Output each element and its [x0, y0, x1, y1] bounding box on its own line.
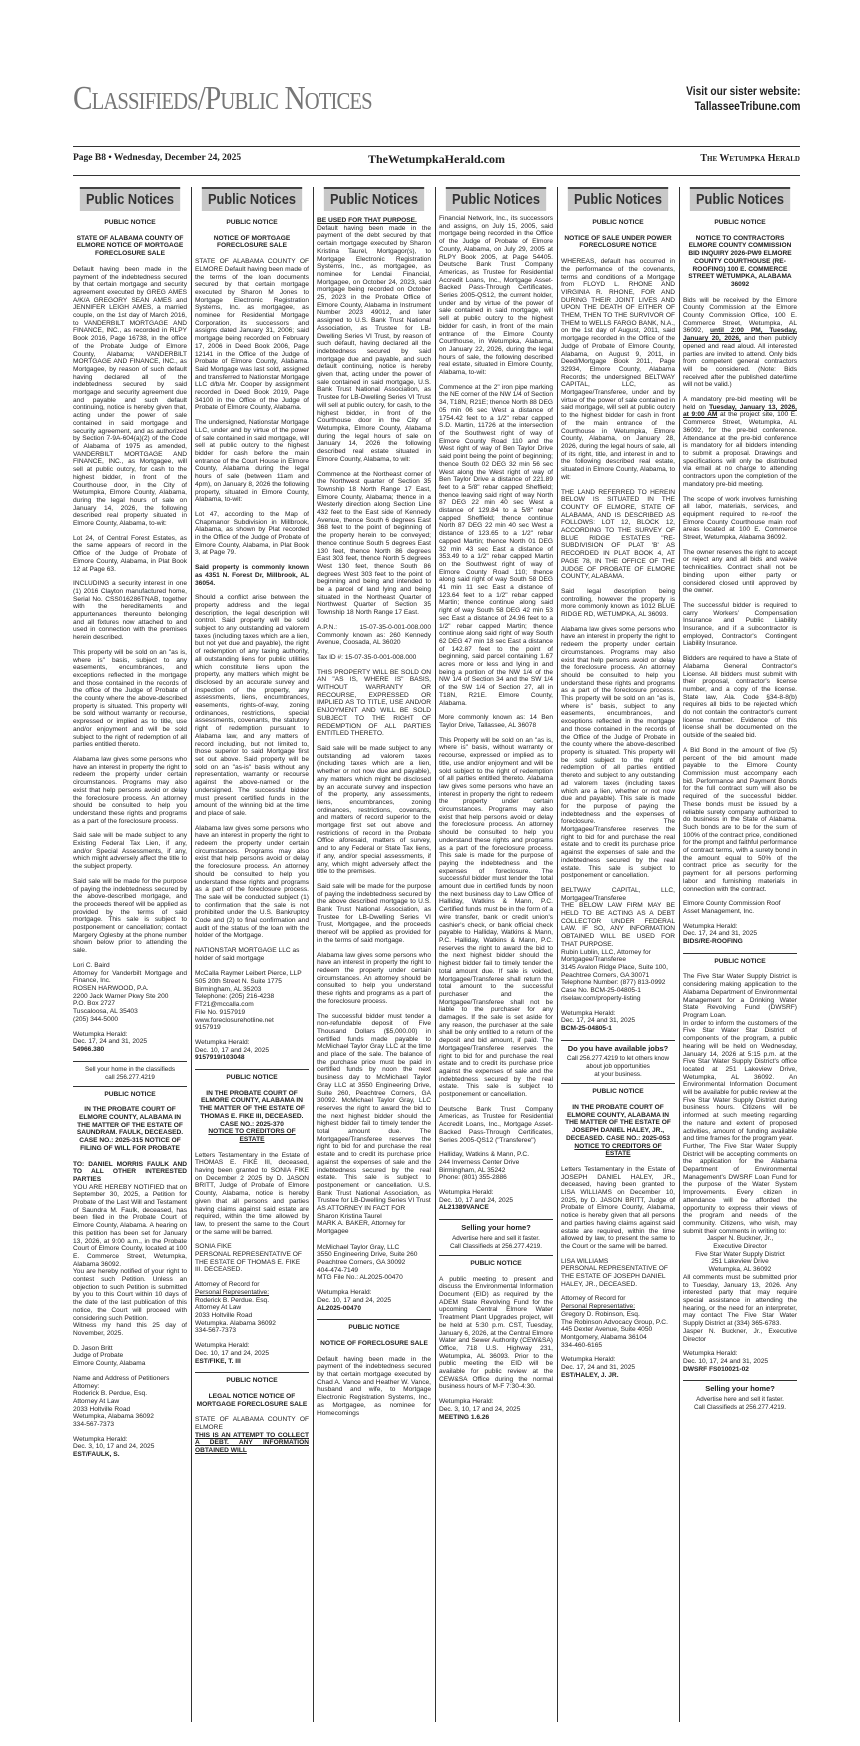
notice-code: DWSRF FS010021-02 [683, 1365, 749, 1373]
sig-line: Elmore County, Alabama [73, 1360, 146, 1368]
sig-line: MARK A. BAKER, Attorney for Mortgagee [317, 1220, 406, 1236]
column-1 [73, 187, 187, 1722]
notice-subtitle: NOTICE TO CREDITORS OF ESTATE [208, 1128, 296, 1143]
notice-body: A.P.N.: 15-07-35-0-001-008.000 Commonly known as: 260 Kennedy Avenue, Coosada, AL 36020 [317, 623, 431, 647]
sig-line: Peachtree Corners, GA 30092 [317, 1259, 406, 1266]
sig-line: Attorney of Record for [561, 1295, 626, 1303]
notice-code: EST/FIKE, T. III [195, 1357, 241, 1365]
column-divider [557, 187, 558, 1722]
notice-code: AL2025-00470 [317, 1304, 361, 1312]
notice-body: WHEREAS, default has occurred in the performance of the covenants, terms and conditions of a Mortgage from FLOYD L. RHONE AND VIRGINIA R. RHONE, FOR AND DURING THEIR JOINT LIVES AND UPON THE DEATH OF EITHER OF THEM, THEN TO THE SURVIVOR OF THEM to WELLS FARGO BANK, N.A., on the 1st day of August, 2011, said mortgage recorded in the Office of the Judge of Probate of Elmore County, Alabama, on August 9, 2011, in Deed/Mortgage Book 2011, Page 32934, Elmore County, Alabama Records; the undersigned BELTWAY CAPITAL, LLC, as Mortgagee/Transferee, under and by virtue of the power of sale contained in said mortgage, will sell at public outcry to the highest bidder for cash in front of the main entrance of the Courthouse in Wetumpka, Elmore County, Alabama, on January 28, 2026, during the legal hours of sale, all of its right, title, and interest in and to the following described real estate, situated in Elmore County, Alabama, to wit: [561, 258, 675, 481]
column-header: Public Notices [446, 187, 546, 211]
publication-info [73, 1436, 187, 1459]
notice-body: Default having been made in the payment of the debt secured by that certain mortgage executed by Sharon Kristina Taurel, Mortgagor(s), to Mortgage Electronic Registration Systems, Inc., as mortgagee, as nominee for Lendai Financial, Mortgagee, on October 24, 2023, said mortgage being recorded on October 25, 2023 in the Probate Office of Elmore County, Alabama in Instrument Number 2023 49012, and later assigned to U.S. Bank Trust National Association, as Trustee for LB-Dwelling Series VI Trust, by reason of such default, having declared all the indebtedness secured by said mortgage due and payable, and such default continuing, notice is hereby given that, acting under the power of sale contained in said mortgage, U.S. Bank Trust National Association, as Trustee for LB-Dwelling Series VI Trust will sell at public outcry, for cash, to the highest bidder, in front of the Courthouse door in the City of Wetumpka, Elmore County, Alabama during the legal hours of sale on January 14, 2026 the following described real estate situated in Elmore County, Alabama, to wit: [317, 224, 431, 463]
pub-name: Wetumpka Herald: [317, 1289, 372, 1297]
sig-line: Tuscaloosa, AL 35403 [73, 1008, 138, 1016]
notice-body: This property will be sold on an "as is, where is" basis, subject to any easements, encumbrances, and exceptions reflected in the mortgage and those contained in the records of the office of the Judge of Probate of the county where the above-described property is situated. This property will be sold without warranty or recourse, expressed or implied as to title, use and/or enjoyment and will be sold subject to the right of redemption of all parties entitled thereto. [73, 648, 187, 749]
column-header: Public Notices [202, 187, 302, 211]
publication-info [317, 1289, 431, 1312]
text: and then publicly opened and read aloud. All interested parties are invited to attend. Only bids from competent general contractors will be considered. (Note: Bids received after the published date/time will not be valid.) [683, 335, 797, 389]
sig-line: AS ATTORNEY IN FACT FOR [317, 1205, 406, 1213]
notice-body: The undersigned, Nationstar Mortgage LLC, under and by virtue of the power of sale contained in said mortgage, will sell at public outcry to the highest bidder for cash before the main entrance of the Court House in Elmore County, Alabama during the legal hours of sale (between 11am and 4pm), on January 8, 2026 the following property, situated in Elmore County, Alabama, to-wit: [195, 419, 309, 504]
notice-body: Commence at the Northeast corner of the Northwest quarter of Section 35 Township 18 North Range 17 East, Elmore County, Alabama; thence in a Westerly direction along Section Line 432 feet to the East side of Kennedy Avenue, thence South 6 degrees East 368 feet to the point of beginning of the property herein to be conveyed; thence continue South 5 degrees East 130 feet, thence North 86 degrees East 303 feet, thence North 5 degrees West 130 feet, thence South 86 degrees West 303 feet to the point of beginning and being and intended to be a parcel of land lying and being situated in the Northeast Quarter of Northwest Quarter of Section 35 Township 18 North Range 17 East. [317, 470, 431, 617]
attorney-block [73, 1375, 187, 1429]
judge-block [73, 1345, 187, 1368]
pub-dates: Dec. 17, 24 and 31, 2025 [73, 1038, 148, 1046]
sig-line: Personal Representative: [195, 1288, 270, 1296]
column-header: Public Notices [568, 187, 668, 211]
notice-body: Bidders are required to have a State of Alabama General Contractor's License. All bidders must submit with their proposal, contractor's license number, and a copy of the license. State law, Ala. Code §34-8-8(b) requires all bids to be rejected which do not contain the contractor's current license number. Evidence of this license shall be documented on the outside of the sealed bid. [683, 655, 797, 740]
column-header: Public Notices [80, 187, 180, 211]
notice-body: A public meeting to present and discuss the Environmental Information Document (EID) as required by the ADEM State Revolving Fund for the upcoming Central Elmore Water Treatment Plant Upgrades project, will be held at 5:30 p.m. CST, Tuesday, January 6, 2026, at the Central Elmore Water and Sewer Authority (CEW&SA) Office, 718 U.S. Highway 231, Wetumpka, AL 36093. Prior to the public meeting the EID will be available for public review at the CEW&SA Office during the normal business hours of M-F 7:30-4:30. [439, 1275, 553, 1391]
notice-title: IN THE PROBATE COURT OF ELMORE COUNTY, ALABAMA IN THE MATTER OF THE ESTATE OF THOMAS E. FIKE III, DECEASED. [199, 1089, 305, 1120]
sig-line: www.foreclosurehotline.net [195, 1016, 274, 1024]
notice-body: Default having been made in the payment of the indebtedness secured by that certain mortgage and security agreement executed by GREG AMES A/K/A GREGORY SEAN AMES and JENNIFER LEIGH AMES, a married couple, on the 1st day of March 2016, to VANDERBILT MORTGAGE AND FINANCE, INC., as recorded in RLPY Book 2016, Page 16738, in the office of the Probate Judge of Elmore County, Alabama; VANDERBILT MORTGAGE AND FINANCE, INC., as Mortgagee, by reason of such default having declared all of the indebtedness secured by said mortgage and security agreement due and payable and such default continuing, notice is hereby given that, acting under the power of sale contained in said mortgage and security agreement, and as authorized by Section 7-9A-604(a)(2) of the Code of Alabama of 1975 as amended, VANDERBILT MORTGAGE AND FINANCE, INC., as Mortgagee, will sell at public outcry, for cash to the highest bidder, in front of the Courthouse door, in the City of Wetumpka, Elmore County, Alabama, during the legal hours of sale on January 14, 2026, the following described real property situated in Elmore County, Alabama, to-wit: [73, 265, 187, 528]
divider [439, 1219, 553, 1220]
sig-line: Sharon Kristina Taurel [317, 1212, 382, 1220]
pub-dates: Dec. 10, 17 and 24, 2025 [195, 1046, 270, 1054]
notice-label: PUBLIC NOTICE [714, 219, 766, 226]
pub-name: Wetumpka Herald: [439, 1398, 494, 1406]
notice-body: You are hereby notified of your right to contest such Petition. Unless an objection to such Petition is submitted by you to this Court within 10 days of the date of the last publication of this notice, the Court will proceed with considering such Petition. [73, 1268, 187, 1322]
sig-line: Name and Address of Petitioners Attorney: [73, 1374, 170, 1390]
column-header: Public Notices [324, 187, 424, 211]
notice-addressee: TO: DANIEL MORRIS FAULK AND TO ALL OTHER INTERESTED PARTIES [73, 1160, 187, 1183]
pub-name: Wetumpka Herald: [73, 1435, 128, 1443]
pub-dates: Dec. 17, 24 and 31, 2025 [561, 1017, 636, 1025]
notice-body: THIS PROPERTY WILL BE SOLD ON AN "AS IS, WHERE IS" BASIS, WITHOUT WARRANTY OR RECOURSE, EXPRESSED OR IMPLIED AS TO TITLE, USE AND/OR ENJOYMENT AND WILL BE SOLD SUBJECT TO THE RIGHT OF REDEMPTION OF ALL PARTIES ENTITLED THERETO. [317, 668, 431, 738]
notice-body: STATE OF ALABAMA COUNTY OF ELMORE [195, 1416, 309, 1432]
sig-line: (205) 344-5000 [73, 1015, 119, 1023]
notice-title: STATE OF ALABAMA COUNTY OF ELMORE NOTICE OF MORTGAGE FORECLOSURE SALE [76, 234, 184, 258]
publication-info [73, 1031, 187, 1054]
signature-block [317, 1205, 431, 1282]
publication-info [683, 1350, 797, 1373]
sister-label: Visit our sister website: [685, 84, 800, 98]
notice-body: Should a conflict arise between the property address and the legal description, the legal description will control. Said property will be sold subject to any outstanding ad valorem taxes (including taxes which are a lien, but not yet due and payable), the right of redemption of any taxing authority, all outstanding liens for public utilities which constitute liens upon the property, any matters which might be disclosed by an accurate survey and inspection of the property, any assessments, liens, encumbrances, easements, rights-of-way, zoning ordinances, restrictions, special assessments, covenants, the statutory right of redemption pursuant to Alabama law, and any matters of record including, but not limited to, those superior to said Mortgage first set out above. Said property will be sold on an "as-is" basis without any representation, warranty or recourse against the above-named or the undersigned. The successful bidder must present certified funds in the amount of the winning bid at the time and place of sale. [195, 594, 309, 817]
notice-body: Said sale will be made for the purpose of paying the indebtedness secured by the above described mortgage to U.S. Bank Trust National Association, as Trustee for LB-Dwelling Series VI Trust, Mortgagee, and the proceeds thereof will be applied as provided for in the terms of said mortgage. [317, 882, 431, 944]
sig-line: 404-474-7149 [317, 1266, 359, 1274]
notice-body: More commonly known as: 14 Ben Taylor Drive, Tallassee, AL 36078 [439, 714, 553, 729]
divider [683, 953, 797, 954]
divider [195, 1069, 309, 1070]
section-title: Classifieds/Public Notices [73, 80, 372, 117]
classified-ad [561, 1055, 675, 1079]
notice-body: The Five Star Water Supply District is considering making application to the Alabama Department of Environmental Management for a Drinking Water State Revolving Fund (DWSRF) Program Loan. [683, 973, 797, 1019]
sig-line: D. Jason Britt [73, 1344, 113, 1352]
sig-line: 334-460-6165 [561, 1341, 603, 1349]
notice-code: EST/HALEY, J. JR. [561, 1371, 619, 1379]
pub-name: Wetumpka Herald: [561, 1356, 616, 1364]
sig-line: PERSONAL REPRESENTATIVE OF THE ESTATE OF JOSEPH DANIEL HALEY, JR., DECEASED. [561, 1265, 668, 1288]
sig-line: Jasper N. Buckner, Jr., [706, 1235, 774, 1243]
notice-body: Alabama law gives some persons who have an interest in property the right to redeem the property under certain circumstances. Programs may also exist that help persons avoid or delay the foreclosure process. An attorney should be consulted to help you understand these rights and programs as a part of the foreclosure process. The sale will be conducted subject (1) to confirmation that the sale is not prohibited under the U.S. Bankruptcy Code and (2) to final confirmation and audit of the status of the loan with the holder of the Mortgage. [195, 824, 309, 940]
notice-code: 9157919/103048 [195, 1054, 245, 1062]
sig-line: File No. 9157919 [195, 1008, 246, 1016]
pub-dates: Dec. 17, 24 and 31, 2025 [561, 1364, 636, 1372]
notice-body: Financial Network, Inc., its successors and assigns, on July 15, 2005, said mortgage being recorded in the Office of the Judge of Probate of Elmore County, Alabama, on July 29, 2005 at RLPY Book 2005, at Page 54405. Deutsche Bank Trust Company Americas, as Trustee for Residential Accredit Loans, Inc., Mortgage Asset-Backed Pass-Through Certificates, Series 2005-QS12, the current holder, under and by virtue of the power of sale contained in said mortgage, will sell at public outcry to the highest bidder for cash, in front of the main entrance of the Elmore County Courthouse, in Wetumpka, Alabama, on January 22, 2026, during the legal hours of sale, the following described real estate, situated in Elmore County, Alabama, to-wit: [439, 215, 553, 377]
representative-block [561, 1258, 675, 1289]
sig-line: 9157919 [195, 1024, 221, 1032]
notice-title: NOTICE OF SALE UNDER POWER FORECLOSURE NOTICE [564, 234, 672, 250]
notice-label: PUBLIC NOTICE [226, 219, 278, 226]
attorney-block [561, 1295, 675, 1349]
notice-body: Jasper N. Buckner, Jr., Executive Director [683, 1327, 797, 1343]
notice-body: Alabama law gives some persons who have an interest in property the right to redeem the property under certain circumstances. Programs may also exist that help persons avoid or delay the foreclosure process. An attorney should be consulted to help you understand these rights and programs as a part of the foreclosure process. This property will be sold on an "as is, where is" basis, subject to any easements, encumbrances, and exceptions reflected in the mortgage and those contained in the records of the Office of the Judge of Probate in the county where the above-described property is situated. This property will be sold subject to the right of redemption of all parties entitled thereto and subject to any outstanding ad valorem taxes (including taxes which are a lien, whether or not now due and payable). This sale is made for the purpose of paying the indebtedness and the expenses of foreclosure. The Mortgagee/Transferee reserves the right to bid for and purchase the real estate and to credit its purchase price against the expenses of sale and the indebtedness secured by the real estate. This sale is subject to postponement or cancellation. [561, 625, 675, 880]
sig-line: 334-567-7373 [195, 1327, 237, 1335]
column-divider [679, 187, 680, 1722]
sig-line: Montgomery, Alabama 36104 [561, 1334, 647, 1341]
publication-info [195, 1039, 309, 1062]
sig-line: Wetumpka, AL 36092 [708, 1266, 772, 1274]
sig-line: Attorney for Vanderbilt Mortgage and Finance, Inc. [73, 969, 187, 985]
sister-website [686, 84, 800, 114]
notice-code: BIDS/RE-ROOFING [683, 938, 743, 946]
notice-body: INCLUDING a security interest in one (1) 2016 Clayton manufactured home, Serial No. CSS016286TNAB, together with the hereditaments and appurtenances thereunto belonging and all fixtures now attached to and used in connection with the premises herein described. [73, 580, 187, 642]
notice-body [683, 297, 797, 389]
debt-collector-warning: BE USED FOR THAT PURPOSE. [317, 217, 417, 224]
sig-line: 3550 Engineering Drive, Suite 260 [317, 1251, 418, 1259]
notice-title: IN THE PROBATE COURT OF ELMORE COUNTY, ALABAMA IN THE MATTER OF THE ESTATE OF SAUNDRAM. FAULK, DECEASED. CASE NO.: 2025-315 NOTICE OF FILING OF WILL FOR PROBATE [76, 1106, 184, 1152]
notice-title: LEGAL NOTICE NOTICE OF MORTGAGE FORECLOSURE SALE [196, 1392, 308, 1408]
pub-name: Wetumpka Herald: [195, 1342, 250, 1350]
notice-body: Tax ID #: 15-07-35-0-001-008.000 [317, 653, 417, 661]
notice-body: Lot 24, of Central Forest Estates, as the same appears of record in the Office of the Judge of Probate of Elmore County, Alabama, in Plat Book 12 at Page 63. [73, 534, 187, 573]
notice-body: The successful bidder must tender a non-refundable deposit of Five Thousand Dollars ($5,000.00) in certified funds made payable to McMichael Taylor Gray LLC at the time and place of the sale. The balance of the purchase price must be paid in certified funds by noon the next business day to McMichael Taylor Gray LLC at 3550 Engineering Drive, Suite 260, Peachtree Corners, GA 30092. McMichael Taylor Gray, LLC reserves the right to award the bid to the next highest bidder should the highest bidder fail to timely tender the total amount due. The Mortgagee/Transferee reserves the right to bid for and purchase the real estate and to credit its purchase price against the expenses of sale and the indebtedness secured by the real estate. This sale is subject to postponement or cancellation. U.S. Bank Trust National Association, as Trustee for LB-Dwelling Series VI Trust [317, 1012, 431, 1205]
notice-body: Witness my hand this 25 day of November, 2025. [73, 1322, 187, 1337]
notice-body: Said sale will be made for the purpose of paying the indebtedness secured by the above-described mortgage, and the proceeds thereof will be applied as provided by the terms of said mortgage. This sale is subject to postponement or cancellation; contact Margery Oglesby at the phone number shown below prior to attending the sale. [73, 877, 187, 955]
text: A mandatory pre-bid meeting will be held on [683, 396, 797, 411]
notice-label: PUBLIC NOTICE [592, 1088, 644, 1096]
column-5 [561, 187, 675, 1722]
divider [561, 1040, 675, 1041]
column-divider [435, 187, 436, 1722]
publication-info [561, 1356, 675, 1379]
notice-code: AL21389VANCE [439, 1204, 489, 1212]
sig-line: Roderick B. Perdue, Esq. [73, 1390, 148, 1398]
sig-line: rlselaw.com/property-listing [561, 994, 641, 1002]
signature-block [439, 1151, 553, 1182]
sig-line: 445 Dexter Avenue, Suite 4050 [561, 1326, 653, 1334]
ad-phone: Call Classifieds at 256.277.4219. [449, 1242, 543, 1250]
pub-dates: Dec. 10, 17 and 24, 2025 [317, 1296, 392, 1304]
notice-body: Deutsche Bank Trust Company Americas, as Trustee for Residential Accredit Loans, Inc., Mortgage Asset-Backed Pass-Through Certificates, Series 2005-QS12 ("Transferee") [439, 1105, 553, 1144]
pub-dates: Dec. 10, 17 and 24, 2025 [195, 1349, 270, 1357]
sig-line: Wetumpka. Alabama 36092 [195, 1319, 276, 1327]
notice-label: PUBLIC NOTICE [592, 219, 644, 226]
sig-line: 2033 Holtville Road [73, 1405, 131, 1413]
sig-line: MTG File No.: AL2025-00470 [317, 1274, 403, 1282]
sig-line: Executive Director [713, 1243, 767, 1251]
sig-line: PERSONAL REPRESENTATIVE OF THE ESTATE OF THOMAS E. FIKE III. DECEASED. [195, 1251, 302, 1274]
notice-body: Letters Testamentary in the Estate of THOMAS E. FIKE III, deceased, having been granted to SONIA FIKE on December 2 2025 by D. JASON BRITT, Judge of Probate of Elmore County, Alabama, notice is hereby given that all persons and parties having claims against said estate are required, within the time allowed by law, to present the same to the Court or the same will be barred. [195, 1151, 309, 1236]
notice-body: Commence at the 2" iron pipe marking the NE corner of the NW 1/4 of Section 34, T18N, R21E; thence North 88 DEG 05 min 06 sec West a distance of 1754.42 feet to a 1/2" rebar capped S.D. Martin, 11726 at the intersection of the Southwest right of way of Elmore County Road 110 and the West right of way of Ben Taylor Drive said point being the point of beginning; thence South 02 DEG 32 min 56 sec West along the West right of way of Ben Taylor Drive a distance of 221.89 feet to a 5/8" rebar capped Sheffield; thence leaving said right of way North 87 DEG 22 min 40 sec West a distance of 129.84 to a 5/8" rebar capped Sheffield; thence continue North 87 DEG 22 min 40 sec West a distance of 123.65 to a 1/2" rebar capped Martin; thence North 01 DEG 32 min 43 sec East a distance of 353.49 to a 1/2" rebar capped Martin on the Southwest right of way of Elmore County Road 110; thence along said right of way South 58 DEG 41 min 11 sec East a distance of 123.64 feet to a 1/2" rebar capped Martin; thence continue along said right of way South 58 DEG 42 min 53 sec East a distance of 24.96 feet to a 1/2" rebar capped Martin; thence continue along said right of way South 62 DEG 47 min 18 sec East a distance of 142.87 feet to the point of beginning, said parcel containing 1.67 acres more or less and lying in and being a portion of the NW 1/4 of the NW 1/4 of Section 34 and the SW 1/4 of the SW 1/4 of Section 27, all in T18N, R21E. Elmore County, Alabama. [439, 383, 553, 707]
pub-name: Wetumpka Herald: [73, 1030, 128, 1038]
sig-line: Roderick B. Perdue. Esq. [195, 1296, 270, 1304]
notice-label: PUBLIC NOTICE [226, 1074, 278, 1082]
sig-line: 505 20th Street N. Suite 1775 [195, 977, 282, 985]
rule [73, 175, 800, 176]
divider [73, 1061, 187, 1062]
paper-name: The Wetumpka Herald [700, 153, 800, 164]
classified-ad [73, 1066, 187, 1082]
sig-line: NATIONSTAR MORTGAGE LLC as holder of said mortgage [195, 947, 300, 962]
ad-text: Call 256.277.4219 to let others know [566, 1055, 670, 1063]
case-number: CASE NO.: 2025-370 [220, 1120, 284, 1128]
column-2 [195, 187, 309, 1722]
publication-info [195, 1342, 309, 1365]
notice-body: Letters Testamentary in the Estate of JOSEPH DANIEL HALEY, JR., deceased, having been granted to LISA WILLIAMS on December 10, 2025, by D. JASON BRITT, Judge of Probate of Elmore County, Alabama, notice is hereby given that all persons and parties having claims against said estate are required, within the time allowed by law, to present the same to the Court or the same will be barred. [561, 1165, 675, 1250]
prebid-date: Tuesday, January 13, 2026, at 9:00 AM [683, 403, 797, 419]
notice-body: THE LAND REFERRED TO HEREIN BELOW IS SITUATED IN THE COUNTY OF ELMORE, STATE OF ALABAMA, AND IS DESCRIBED AS FOLLOWS: LOT 12, BLOCK 12, ACCORDING TO THE SURVEY OF BLUE RIDGE ESTATES "RE-SUBDIVISION OF PLAT 'B' AS RECORDED IN PLAT BOOK 4, AT PAGE 78, IN THE OFFICE OF THE JUDGE OF PROBATE OF ELMORE COUNTY, ALABAMA. [561, 488, 675, 581]
notice-label: PUBLIC NOTICE [714, 957, 766, 965]
ad-phone: call 256.277.4219 [105, 1073, 155, 1081]
sig-line: 334-567-7373 [73, 1421, 115, 1429]
pub-dates: Dec. 3, 10, 17 and 24, 2025 [73, 1443, 155, 1451]
sig-line: 251 Lakeview Drive [711, 1258, 769, 1266]
notice-body [683, 396, 797, 488]
notice-body: Alabama law gives some persons who have an interest in property the right to redeem the property under certain circumstances. An attorney should be consulted to help you understand these rights and programs as a part of the foreclosure process. [317, 951, 431, 1005]
pub-name: Wetumpka Herald: [439, 1189, 494, 1197]
sig-line: Birmingham, AL 35242 [439, 1166, 506, 1174]
classified-ad [439, 1235, 553, 1251]
notice-code: MEETING 1.6.26 [439, 1413, 490, 1421]
notice-label: PUBLIC NOTICE [104, 219, 156, 226]
sig-line: Personal Representative: [561, 1303, 636, 1311]
column-4 [439, 187, 553, 1722]
ad-text: about job opportunities [586, 1063, 650, 1071]
ad-text: Sell your home in the classifieds [85, 1065, 175, 1073]
sig-line: FT21@mccalla.com [195, 1001, 254, 1009]
sig-line: Judge of Probate [73, 1352, 124, 1360]
notice-body: Lot 47, according to the Map of Chapmanor Subdivision in Millbrook, Alabama, as shown by Plat recorded in the Office of the Judge of Probate of Elmore County, Alabama, in Plat Book 3, at Page 79. [195, 510, 309, 557]
publication-info [683, 923, 797, 946]
sig-line: Phone: (801) 355-2886 [439, 1174, 507, 1182]
sig-line: Rubin Lublin, LLC, Attorney for Mortgagee/Transferee [561, 948, 651, 964]
sig-line: McCalla Raymer Leibert Pierce, LLP [195, 970, 302, 978]
signature-block [561, 949, 675, 1003]
notice-body: Elmore County Commission Roof Asset Management, Inc. [683, 900, 781, 915]
pub-name: Wetumpka Herald: [683, 1350, 738, 1358]
column-3 [317, 187, 431, 1722]
pub-name: Wetumpka Herald: [195, 1038, 250, 1046]
address-block [683, 1235, 797, 1274]
sig-line: Lori C. Baird [73, 961, 110, 969]
property-address: Said property is commonly known as 4351 N. Forest Dr, Millbrook, AL 36054. [195, 564, 309, 587]
site-url[interactable]: TheWetumpkaHerald.com [368, 152, 505, 166]
ad-text: Advertise here and sell it faster. [696, 1396, 784, 1404]
pub-name: Wetumpka Herald: [683, 922, 738, 930]
sig-line: Telephone Number: (877) 813-0992 Case No. BCM-25-04805-1 [561, 979, 666, 995]
pub-name: Wetumpka Herald: [561, 1009, 616, 1017]
sig-line: Telephone: (205) 216-4238 [195, 993, 275, 1001]
notice-title: NOTICE TO CONTRACTORS ELMORE COUNTY COMMISSION BID INQUIRY 2026-PW9 ELMORE COUNTY COURTHOUSE (RE-ROOFING) 100 E. COMMERCE STREET WETUMPKA, ALABAMA 36092 [688, 234, 792, 288]
sig-line: LISA WILLIAMS [561, 1257, 609, 1265]
notice-body: Default having been made in the payment of the indebtedness secured by that certain mortgage executed by Chad A. Vance and Heather W. Vance, husband and wife, to Mortgage Electronic Registration Systems, Inc., as Mortgagee, as nominee for Homecomings [317, 1355, 431, 1417]
notice-body: All comments must be submitted prior to Tuesday, January 13, 2026. Any interested party that may require special assistance in attending the hearing, or the need for an interpreter, may contact The Five Star Water Supply District at (334) 365-6783. [683, 1273, 797, 1328]
notice-title: NOTICE OF FORECLOSURE SALE [320, 1339, 428, 1347]
column-divider [313, 187, 314, 1722]
notice-label: PUBLIC NOTICE [226, 1377, 278, 1385]
notice-body: BELTWAY CAPITAL, LLC, Mortgagee/Transferee [561, 886, 675, 902]
sig-line: McMichael Taylor Gray, LLC [317, 1243, 400, 1251]
sig-line: 2200 Jack Warner Pkwy Ste 200 [73, 992, 169, 1000]
debt-collector-warning: THIS IS AN ATTEMPT TO COLLECT A DEBT. ANY INFORMATION OBTAINED WILL [195, 1431, 309, 1455]
notice-body: The owner reserves the right to accept or reject any and all bids and waive technicalities. Contract shall not be binding upon either party or considered closed until approved by the owner. [683, 548, 797, 595]
divider [317, 1319, 431, 1320]
notice-body: YOU ARE HEREBY NOTIFIED that on September 30, 2025, a Petition for Probate of the Last Will and Testament of Saundra M. Faulk, deceased, has been filed in the Probate Court of Elmore County, Alabama. A hearing on this petition has been set for January 13, 2026, at 9:00 a.m., in the Probate Court of Elmore County, located at 100 E. Commerce Street, Wetumpka, Alabama 36092. [73, 1183, 187, 1268]
sig-line: Wetumpka, Alabama 36092 [73, 1413, 154, 1421]
notice-label: PUBLIC NOTICE [104, 1090, 156, 1098]
notice-subtitle: NOTICE TO CREDITORS OF ESTATE [574, 1142, 662, 1158]
pub-dates: Dec. 3, 10, 17 and 24, 2025 [439, 1405, 521, 1413]
classified-ad [683, 1396, 797, 1412]
notice-body: Said legal description being controlling, however the property is more commonly known as 1012 BLUE RIDGE RD, WETUMPKA, AL 36093. [561, 587, 675, 619]
ad-headline: Do you have available jobs? [567, 1043, 669, 1053]
rule [73, 146, 800, 147]
pub-dates: Dec. 10, 17, 24 and 31, 2025 [683, 1357, 769, 1365]
text: Bids will be received by the Elmore County Commission at the Elmore County Commission Office, 100 E. Commerce Street, Wetumpka, AL 36092, [683, 296, 797, 335]
sig-line: 2033 Holtville Road [195, 1312, 253, 1319]
signature-block [195, 947, 309, 1032]
ad-phone: Call Classifieds at 256.277.4219. [693, 1404, 787, 1412]
divider [561, 1083, 675, 1084]
sig-line: 244 Inverness Center Drive [439, 1158, 520, 1166]
publication-info [439, 1189, 553, 1212]
sig-line: Attorney At Law [195, 1304, 242, 1312]
sig-line: Attorney At Law [73, 1397, 120, 1405]
bid-deadline: until 2:00 PM, Tuesday, January 20, 2026, [683, 327, 797, 343]
publication-info [561, 1010, 675, 1033]
notice-body: A Bid Bond in the amount of five (5) percent of the bid amount made payable to the Elmore County Commission must accompany each bid. Performance and Payment Bonds for the full contract sum will also be required of the successful bidder. These bonds must be issued by a reliable surety company authorized to do business in the State of Alabama. Such bonds are to be for the sum of 100% of the contract price, conditioned for the prompt and faithful performance of contract terms, with a surety bond in the amount equal to 50% of the contract price as security for the payment for all persons performing labor and furnishing materials in connection with the contract. [683, 746, 797, 893]
notice-title: NOTICE OF MORTGAGE FORECLOSURE SALE [213, 234, 291, 250]
notice-body: Said sale will be made subject to any outstanding ad valorem taxes (including taxes which are a lien, whether or not now due and payable), any matters which might be disclosed by an accurate survey and inspection of the property, any assessments, liens, encumbrances, zoning ordinances, restrictions, covenants, and matters of record superior to the mortgage first set out above and restrictions of record in the Probate Office aforesaid, matters of survey, and to any Federal or State Tax liens, if any, and/or special assessments, if any, which might adversely affect the title to the premises. [317, 745, 431, 876]
notice-label: PUBLIC NOTICE [348, 1324, 400, 1332]
divider [73, 1086, 187, 1087]
notice-label: PUBLIC NOTICE [470, 1259, 522, 1267]
ad-headline: Selling your home? [705, 1384, 775, 1394]
sig-line: The Robinson Advocacy Group, P.C. [561, 1318, 668, 1326]
signature-block [73, 962, 187, 1024]
notice-code: EST/FAULK, S. [73, 1451, 120, 1459]
publication-info [439, 1398, 553, 1421]
divider [683, 1380, 797, 1381]
attorney-block [195, 1281, 309, 1335]
ad-headline: Selling your home? [461, 1223, 531, 1233]
sig-line: Gregory D. Robinson, Esq. [561, 1310, 640, 1318]
sig-line: SONIA FIKE [195, 1243, 232, 1251]
pub-dates: Dec. 10, 17 and 24, 2025 [439, 1196, 514, 1204]
column-divider [191, 187, 192, 1722]
notice-body: The scope of work involves furnishing all labor, materials, services, and equipment required to re-roof the Elmore County Courthouse main roof areas located at 100 E. Commerce Street, Wetumpka, Alabama 36092. [683, 495, 797, 542]
divider [439, 1255, 553, 1256]
sig-line: Attorney of Record for [195, 1281, 260, 1289]
sister-url[interactable]: TallasseeTribune.com [694, 99, 800, 113]
sig-line: 3145 Avalon Ridge Place, Suite 100, Peachtree Corners, GA 30071 [561, 963, 668, 979]
divider [195, 1372, 309, 1373]
notice-code: BCM-25-04805-1 [561, 1024, 612, 1032]
column-6 [683, 187, 797, 1722]
sig-line: P.O. Box 2727 [73, 1000, 116, 1008]
notice-body: Alabama law gives some persons who have an interest in property the right to redeem the property under certain circumstances. Programs may also exist that help persons avoid or delay the foreclosure process. An attorney should be consulted to help you understand these rights and programs as a part of the foreclosure process. [73, 756, 187, 825]
notice-code: 54966.380 [73, 1045, 105, 1053]
page-date: Page B8 • Wednesday, December 24, 2025 [73, 153, 242, 163]
ad-text: Advertise here and sell it faster. [452, 1234, 540, 1242]
pub-dates: Dec. 17, 24 and 31, 2025 [683, 930, 758, 938]
sig-line: Birmingham, AL 35203 [195, 985, 262, 993]
text: at the project site, 100 E. Commerce Street, Wetumpka, AL 36092, for the pre-bid conference. Attendance at the pre-bid conference is mandatory for all bidders intending to submit a proposal. Drawings and specifications will only be distributed via email at no charge to attending contractors upon the completion of the mandatory pre-bid meeting. [683, 411, 797, 488]
notice-body: This Property will be sold on an "as is, where is" basis, without warranty or recourse, expressed or implied as to title, use and/or enjoyment and will be sold subject to the right of redemption of all parties entitled thereto. Alabama law gives some persons who have an interest in property the right to redeem the property under certain circumstances. Programs may also exist that help persons avoid or delay the foreclosure process. An attorney should be consulted to help you understand these rights and programs as a part of the foreclosure process. This sale is made for the purpose of paying the indebtedness and the expenses of foreclosure. The successful bidder must tender the total amount due in certified funds by noon the next business day to Law Office of Halliday, Watkins & Mann, P.C. Certified funds must be in the form of a wire transfer, bank or credit union's cashier's check, or bank official check payable to Halliday, Watkins & Mann, P.C. Halliday, Watkins & Mann, P.C. reserves the right to award the bid to the next highest bidder should the highest bidder fail to timely tender the total amount due. If sale is voided, Mortgagee/Transferee shall return the total amount to the successful purchaser and the Mortgagee/Transferee shall not be liable to the purchaser for any damages. If the sale is set aside for any reason, the purchaser at the sale shall be only entitled to a return of the deposit and bid amount, if paid. The Mortgagee/Transferee reserves the right to bid for and purchase the real estate and to credit its purchase price against the expenses of sale and the indebtedness secured by the real estate. This sale is subject to postponement or cancellation. [439, 736, 553, 1099]
notice-body: In order to inform the customers of the Five Star Water Star District of components of the program, a public hearing will be held on Wednesday, January 14, 2026 at 5:15 p.m. at the Five Star Water Supply District's office located at 251 Lakeview Drive, Wetumpka, AL 36092. An Environmental Information Document will be available for public review at the Five Star Water Supply District during business hours. Citizens will be informed at such meeting regarding the nature and extent of proposed activities, amount of funding available and time frames for the program year. [683, 1019, 797, 1143]
notice-body: The successful bidder is required to carry Workers' Compensation Insurance and Public Liability Insurance, and if a subcontractor is employed, Contractor's Contingent Liability Insurance. [683, 601, 797, 648]
sig-line: Halliday, Watkins & Mann, P.C. [439, 1151, 530, 1159]
notice-body: Said sale will be made subject to any Existing Federal Tax Lien, if any, and/or Special Assessments, if any, which might adversely affect the title to the subject property. [73, 832, 187, 871]
column-header: Public Notices [690, 187, 790, 211]
sig-line: Five Star Water Supply District [695, 1250, 785, 1258]
notice-title: IN THE PROBATE COURT OF ELMORE COUNTY, ALABAMA IN THE MATTER OF THE ESTATE OF JOSEPH DANIEL HALEY, JR., DECEASED. CASE NO.: 2025-053 [565, 1104, 671, 1142]
notice-body: Further, The Five Star Water Supply District will be accepting comments on the application for the Alabama Department of Environmental Management's DWSRF Loan Fund for the purpose of the Water System Improvements. Every citizen in attendance will be afforded the opportunity to express their views of the program and needs of the community. Citizens, who wish, may submit their comments in writing to: [683, 1142, 797, 1235]
representative-block [195, 1243, 309, 1274]
notice-body: STATE OF ALABAMA COUNTY OF ELMORE Default having been made of the terms of the loan documents secured by that certain mortgage executed by Sharon M Jones to Mortgage Electronic Registration Systems, Inc. as mortgagee, as nominee for Residential Mortgage Corporation, its successors and assigns dated January 31, 2006; said mortgage being recorded on February 17, 2006 in Deed Book 2006, Page 12141 in the Office of the Judge of Probate of Elmore County, Alabama. Said Mortgage was last sold, assigned and transferred to Nationstar Mortgage LLC d/b/a Mr. Cooper by assignment recorded in Deed Book 2019, Page 34100 in the Office of the Judge of Probate of Elmore County, Alabama. [195, 258, 309, 412]
notices-columns [73, 187, 801, 1722]
sig-line: ROSEN HARWOOD, P.A. [73, 984, 149, 992]
notice-body: THE BELOW LAW FIRM MAY BE HELD TO BE ACTING AS A DEBT COLLECTOR UNDER FEDERAL LAW. IF SO, ANY INFORMATION OBTAINED WILL BE USED FOR THAT PURPOSE. [561, 902, 675, 948]
ad-text: at your business. [594, 1071, 642, 1079]
